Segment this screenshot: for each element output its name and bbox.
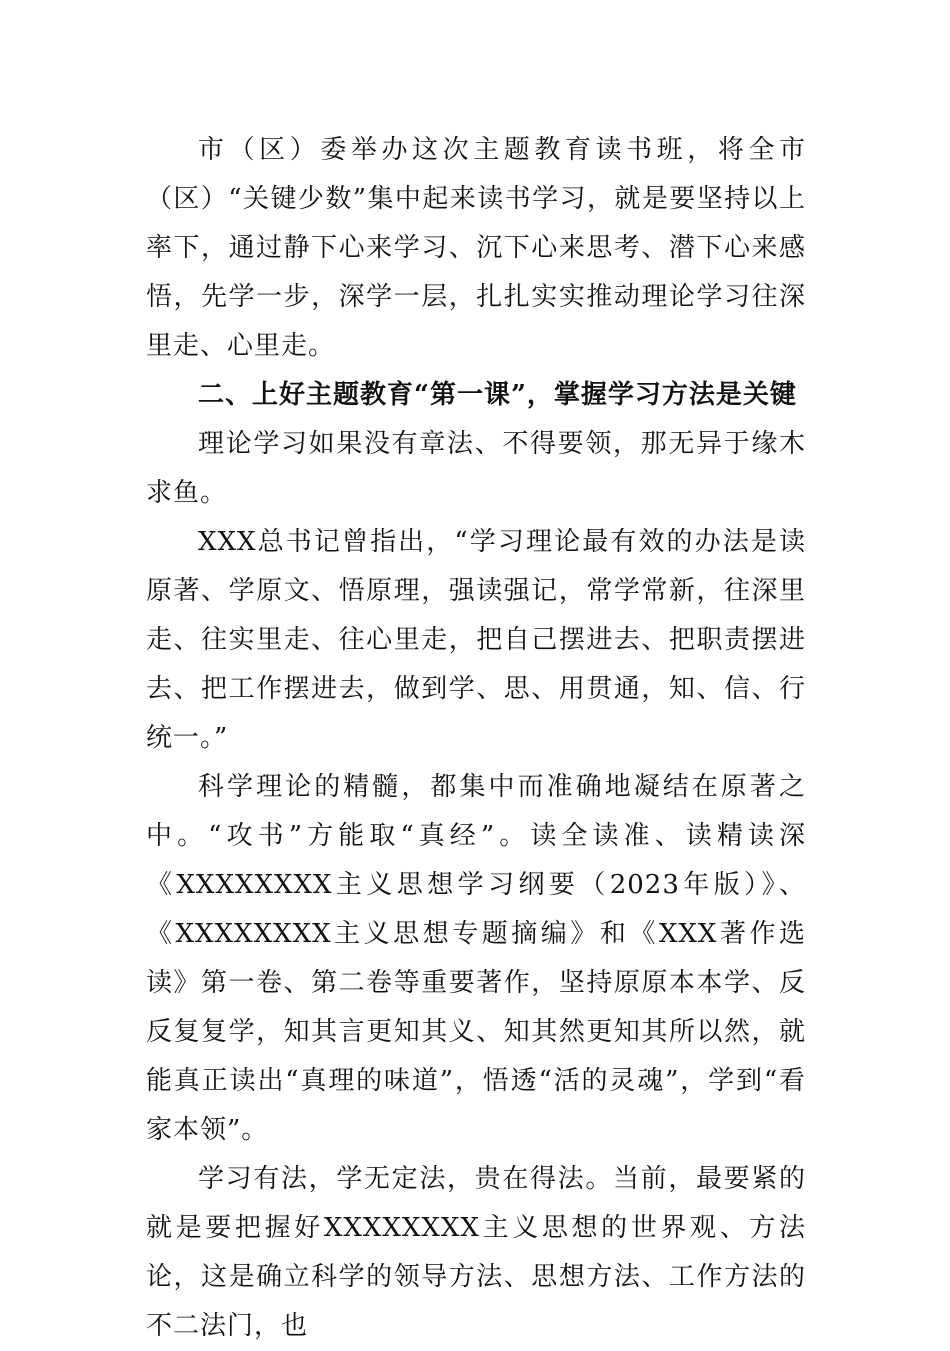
paragraph-learning: 学习有法，学无定法，贵在得法。当前，最要紧的就是要把握好XXXXXXXX主义思想的世界观、方法论，这是确立科学的领导方法、思想方法、工作方法的不二法门，也: [146, 1164, 806, 1341]
paragraph-quote: XXX总书记曾指出，“学习理论最有效的办法是读原著、学原文、悟原理，强读强记，常学常新，往深里走、往实里走、往心里走，把自己摆进去、把职责摆进去、把工作摆进去，做到学、思、用贯通，知、信、行统一。”: [146, 527, 806, 753]
document-body: [146, 126, 806, 1351]
paragraph-intro: 市（区）委举办这次主题教育读书班，将全市（区）“关键少数”集中起来读书学习，就是要坚持以上率下，通过静下心来学习、沉下心来思考、潜下心来感悟，先学一步，深学一层，扎扎实实推动理论学习往深里走、心里走。: [146, 135, 806, 361]
section-heading: 二、上好主题教育“第一课”，掌握学习方法是关键: [198, 380, 797, 410]
paragraph-method: 理论学习如果没有章法、不得要领，那无异于缘木求鱼。: [146, 429, 806, 508]
paragraph-works: 科学理论的精髓，都集中而准确地凝结在原著之中。“攻书”方能取“真经”。读全读准、读精读深《XXXXXXXX主义思想学习纲要（2023年版）》、《XXXXXXXX主义思想专题摘编》和《XXX著作选读》第一卷、第二卷等重要著作，坚持原原本本学、反反复复学，知其言更知其义、知其然更知其所以然，就能真正读出“真理的味道”，悟透“活的灵魂”，学到“看家本领”。: [146, 772, 806, 1145]
